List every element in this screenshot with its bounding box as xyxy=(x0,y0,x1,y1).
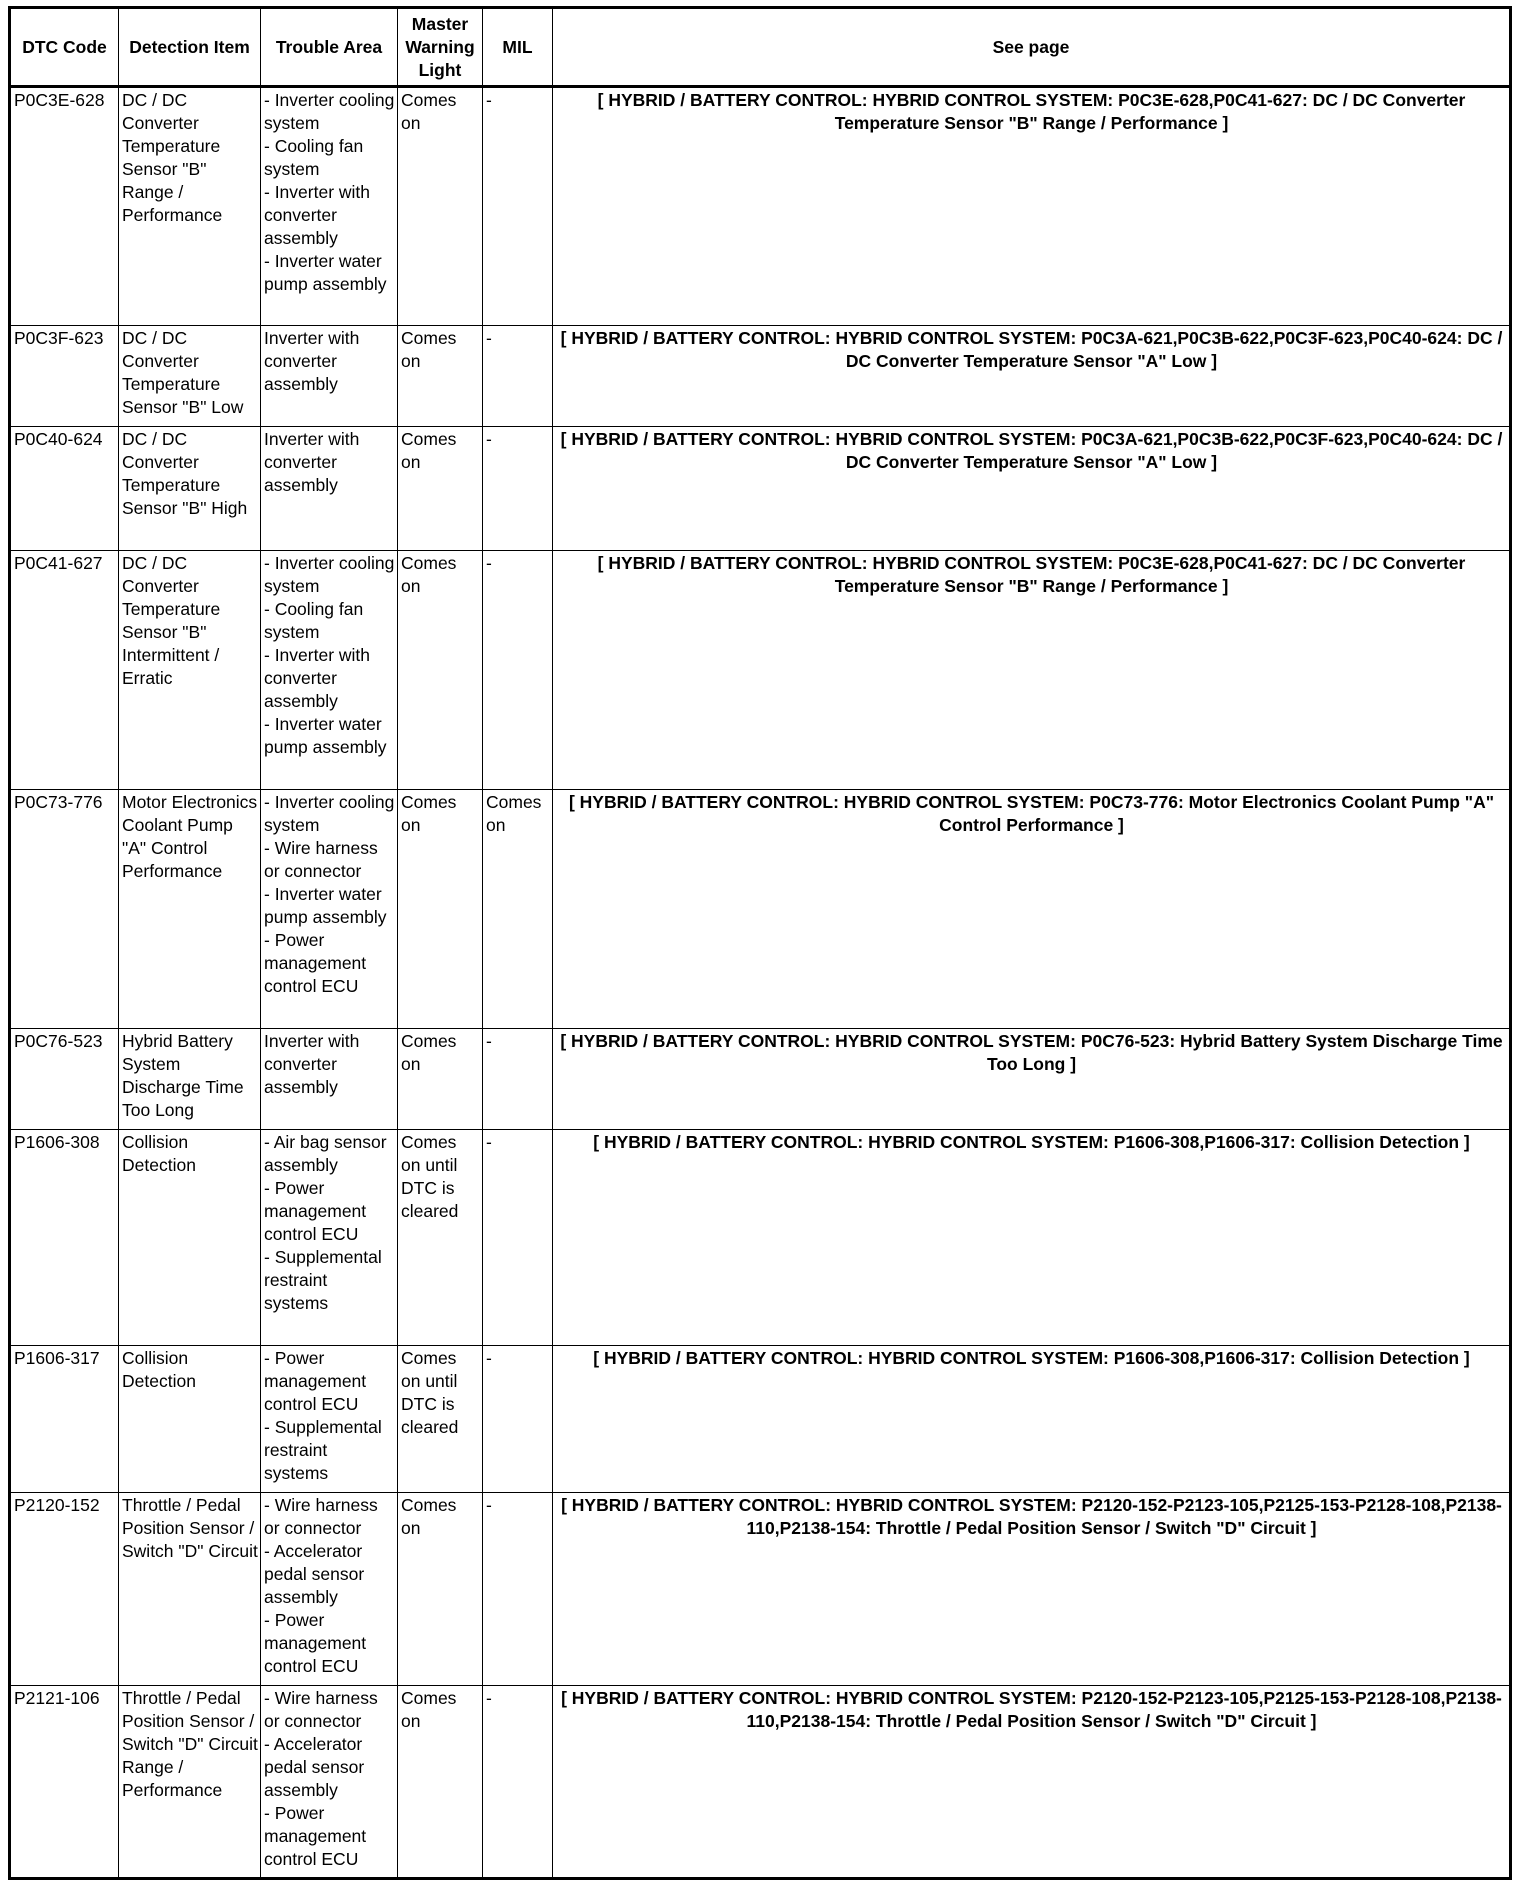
see-page-cell: [ HYBRID / BATTERY CONTROL: HYBRID CONTROL SYSTEM: P0C3A-621,P0C3B-622,P0C3F-623,P0C40-624: DC / DC Converter Temperature Sensor "A" Low ] xyxy=(553,326,1511,427)
see-page-cell: [ HYBRID / BATTERY CONTROL: HYBRID CONTROL SYSTEM: P1606-308,P1606-317: Collision Detection ] xyxy=(553,1346,1511,1493)
trouble-area-line: - Wire harness or connector xyxy=(264,1688,378,1731)
dtc-code-cell: P0C41-627 xyxy=(10,551,119,790)
dtc-table xyxy=(8,6,1512,1880)
table-row xyxy=(10,1346,1511,1493)
mil-cell: - xyxy=(483,1346,553,1493)
mil-cell: - xyxy=(483,1493,553,1686)
trouble-area-cell xyxy=(261,1130,398,1346)
dtc-code-cell: P0C40-624 xyxy=(10,427,119,551)
trouble-area-line: - Power management control ECU xyxy=(264,1803,367,1869)
table-row xyxy=(10,1686,1511,1879)
master-warning-light-cell: Comes on until DTC is cleared xyxy=(398,1130,483,1346)
header-master-line-2: Warning xyxy=(405,36,475,57)
table-row xyxy=(10,326,1511,427)
trouble-area-line: - Power management control ECU xyxy=(264,1178,367,1244)
trouble-area-cell xyxy=(261,1029,398,1130)
trouble-area-line: - Power management control ECU xyxy=(264,1348,367,1414)
header-dtc-code: DTC Code xyxy=(10,8,119,87)
trouble-area-cell xyxy=(261,427,398,551)
see-page-cell: [ HYBRID / BATTERY CONTROL: HYBRID CONTROL SYSTEM: P1606-308,P1606-317: Collision Detection ] xyxy=(553,1130,1511,1346)
table-row xyxy=(10,790,1511,1029)
master-warning-light-cell: Comes on xyxy=(398,427,483,551)
detection-item-cell: Collision Detection xyxy=(119,1346,261,1493)
mil-cell: - xyxy=(483,87,553,326)
detection-item-cell: Throttle / Pedal Position Sensor / Switch "D" Circuit xyxy=(119,1493,261,1686)
table-row xyxy=(10,1029,1511,1130)
dtc-code-cell: P2120-152 xyxy=(10,1493,119,1686)
trouble-area-line: Inverter with converter assembly xyxy=(264,429,360,495)
trouble-area-line: - Inverter with converter assembly xyxy=(264,182,370,248)
table-row xyxy=(10,1130,1511,1346)
table-row xyxy=(10,1493,1511,1686)
dtc-code-cell: P2121-106 xyxy=(10,1686,119,1879)
trouble-area-line: - Air bag sensor assembly xyxy=(264,1132,387,1175)
trouble-area-line: - Inverter with converter assembly xyxy=(264,645,370,711)
dtc-code-cell: P1606-317 xyxy=(10,1346,119,1493)
see-page-cell: [ HYBRID / BATTERY CONTROL: HYBRID CONTROL SYSTEM: P0C3A-621,P0C3B-622,P0C3F-623,P0C40-624: DC / DC Converter Temperature Sensor "A" Low ] xyxy=(553,427,1511,551)
header-master-line-3: Light xyxy=(418,59,462,80)
header-trouble-area: Trouble Area xyxy=(261,8,398,87)
detection-item-cell: DC / DC Converter Temperature Sensor "B" Low xyxy=(119,326,261,427)
detection-item-cell: Collision Detection xyxy=(119,1130,261,1346)
master-warning-light-cell: Comes on xyxy=(398,551,483,790)
trouble-area-line: - Power management control ECU xyxy=(264,1610,367,1676)
trouble-area-line: - Cooling fan system xyxy=(264,136,364,179)
master-warning-light-cell: Comes on xyxy=(398,87,483,326)
dtc-code-cell: P0C3E-628 xyxy=(10,87,119,326)
trouble-area-line: - Inverter water pump assembly xyxy=(264,884,387,927)
header-mil: MIL xyxy=(483,8,553,87)
mil-cell: - xyxy=(483,551,553,790)
header-master-warning-light xyxy=(398,8,483,87)
detection-item-cell: DC / DC Converter Temperature Sensor "B" High xyxy=(119,427,261,551)
master-warning-light-cell: Comes on until DTC is cleared xyxy=(398,1346,483,1493)
trouble-area-line: - Inverter cooling system xyxy=(264,553,395,596)
trouble-area-cell xyxy=(261,1346,398,1493)
header-see-page: See page xyxy=(553,8,1511,87)
trouble-area-line: - Inverter cooling system xyxy=(264,90,395,133)
dtc-code-cell: P0C73-776 xyxy=(10,790,119,1029)
mil-cell: - xyxy=(483,1686,553,1879)
mil-cell: Comes on xyxy=(483,790,553,1029)
table-body xyxy=(10,87,1511,1879)
see-page-cell: [ HYBRID / BATTERY CONTROL: HYBRID CONTROL SYSTEM: P0C76-523: Hybrid Battery System Discharge Time Too Long ] xyxy=(553,1029,1511,1130)
master-warning-light-cell: Comes on xyxy=(398,1686,483,1879)
see-page-cell: [ HYBRID / BATTERY CONTROL: HYBRID CONTROL SYSTEM: P2120-152-P2123-105,P2125-153-P2128-108,P2138-110,P2138-154: Throttle / Pedal Position Sensor / Switch "D" Circuit ] xyxy=(553,1686,1511,1879)
table-row xyxy=(10,87,1511,326)
master-warning-light-cell: Comes on xyxy=(398,326,483,427)
trouble-area-line: - Supplemental restraint systems xyxy=(264,1247,382,1313)
trouble-area-line: - Supplemental restraint systems xyxy=(264,1417,382,1483)
trouble-area-cell xyxy=(261,326,398,427)
master-warning-light-cell: Comes on xyxy=(398,1029,483,1130)
master-warning-light-cell: Comes on xyxy=(398,1493,483,1686)
detection-item-cell: DC / DC Converter Temperature Sensor "B" Intermittent / Erratic xyxy=(119,551,261,790)
trouble-area-line: - Accelerator pedal sensor assembly xyxy=(264,1734,365,1800)
detection-item-cell: Throttle / Pedal Position Sensor / Switch "D" Circuit Range / Performance xyxy=(119,1686,261,1879)
detection-item-cell: Motor Electronics Coolant Pump "A" Control Performance xyxy=(119,790,261,1029)
detection-item-cell: DC / DC Converter Temperature Sensor "B" Range / Performance xyxy=(119,87,261,326)
detection-item-cell: Hybrid Battery System Discharge Time Too Long xyxy=(119,1029,261,1130)
table-row xyxy=(10,551,1511,790)
dtc-code-cell: P0C3F-623 xyxy=(10,326,119,427)
trouble-area-cell xyxy=(261,790,398,1029)
trouble-area-line: Inverter with converter assembly xyxy=(264,1031,360,1097)
master-warning-light-cell: Comes on xyxy=(398,790,483,1029)
table-header-row xyxy=(10,8,1511,87)
trouble-area-line: - Accelerator pedal sensor assembly xyxy=(264,1541,365,1607)
mil-cell: - xyxy=(483,326,553,427)
header-detection-item: Detection Item xyxy=(119,8,261,87)
mil-cell: - xyxy=(483,1130,553,1346)
mil-cell: - xyxy=(483,427,553,551)
see-page-cell: [ HYBRID / BATTERY CONTROL: HYBRID CONTROL SYSTEM: P0C3E-628,P0C41-627: DC / DC Converter Temperature Sensor "B" Range / Performance ] xyxy=(553,87,1511,326)
trouble-area-line: - Inverter cooling system xyxy=(264,792,395,835)
trouble-area-line: - Power management control ECU xyxy=(264,930,367,996)
trouble-area-line: - Inverter water pump assembly xyxy=(264,251,387,294)
see-page-cell: [ HYBRID / BATTERY CONTROL: HYBRID CONTROL SYSTEM: P0C73-776: Motor Electronics Coolant Pump "A" Control Performance ] xyxy=(553,790,1511,1029)
trouble-area-cell xyxy=(261,87,398,326)
see-page-cell: [ HYBRID / BATTERY CONTROL: HYBRID CONTROL SYSTEM: P2120-152-P2123-105,P2125-153-P2128-108,P2138-110,P2138-154: Throttle / Pedal Position Sensor / Switch "D" Circuit ] xyxy=(553,1493,1511,1686)
trouble-area-cell xyxy=(261,551,398,790)
trouble-area-line: - Cooling fan system xyxy=(264,599,364,642)
header-master-line-1: Master xyxy=(411,13,469,34)
mil-cell: - xyxy=(483,1029,553,1130)
trouble-area-cell xyxy=(261,1493,398,1686)
trouble-area-cell xyxy=(261,1686,398,1879)
trouble-area-line: - Inverter water pump assembly xyxy=(264,714,387,757)
trouble-area-line: Inverter with converter assembly xyxy=(264,328,360,394)
dtc-code-cell: P1606-308 xyxy=(10,1130,119,1346)
trouble-area-line: - Wire harness or connector xyxy=(264,838,378,881)
dtc-code-cell: P0C76-523 xyxy=(10,1029,119,1130)
table-row xyxy=(10,427,1511,551)
trouble-area-line: - Wire harness or connector xyxy=(264,1495,378,1538)
see-page-cell: [ HYBRID / BATTERY CONTROL: HYBRID CONTROL SYSTEM: P0C3E-628,P0C41-627: DC / DC Converter Temperature Sensor "B" Range / Performance ] xyxy=(553,551,1511,790)
